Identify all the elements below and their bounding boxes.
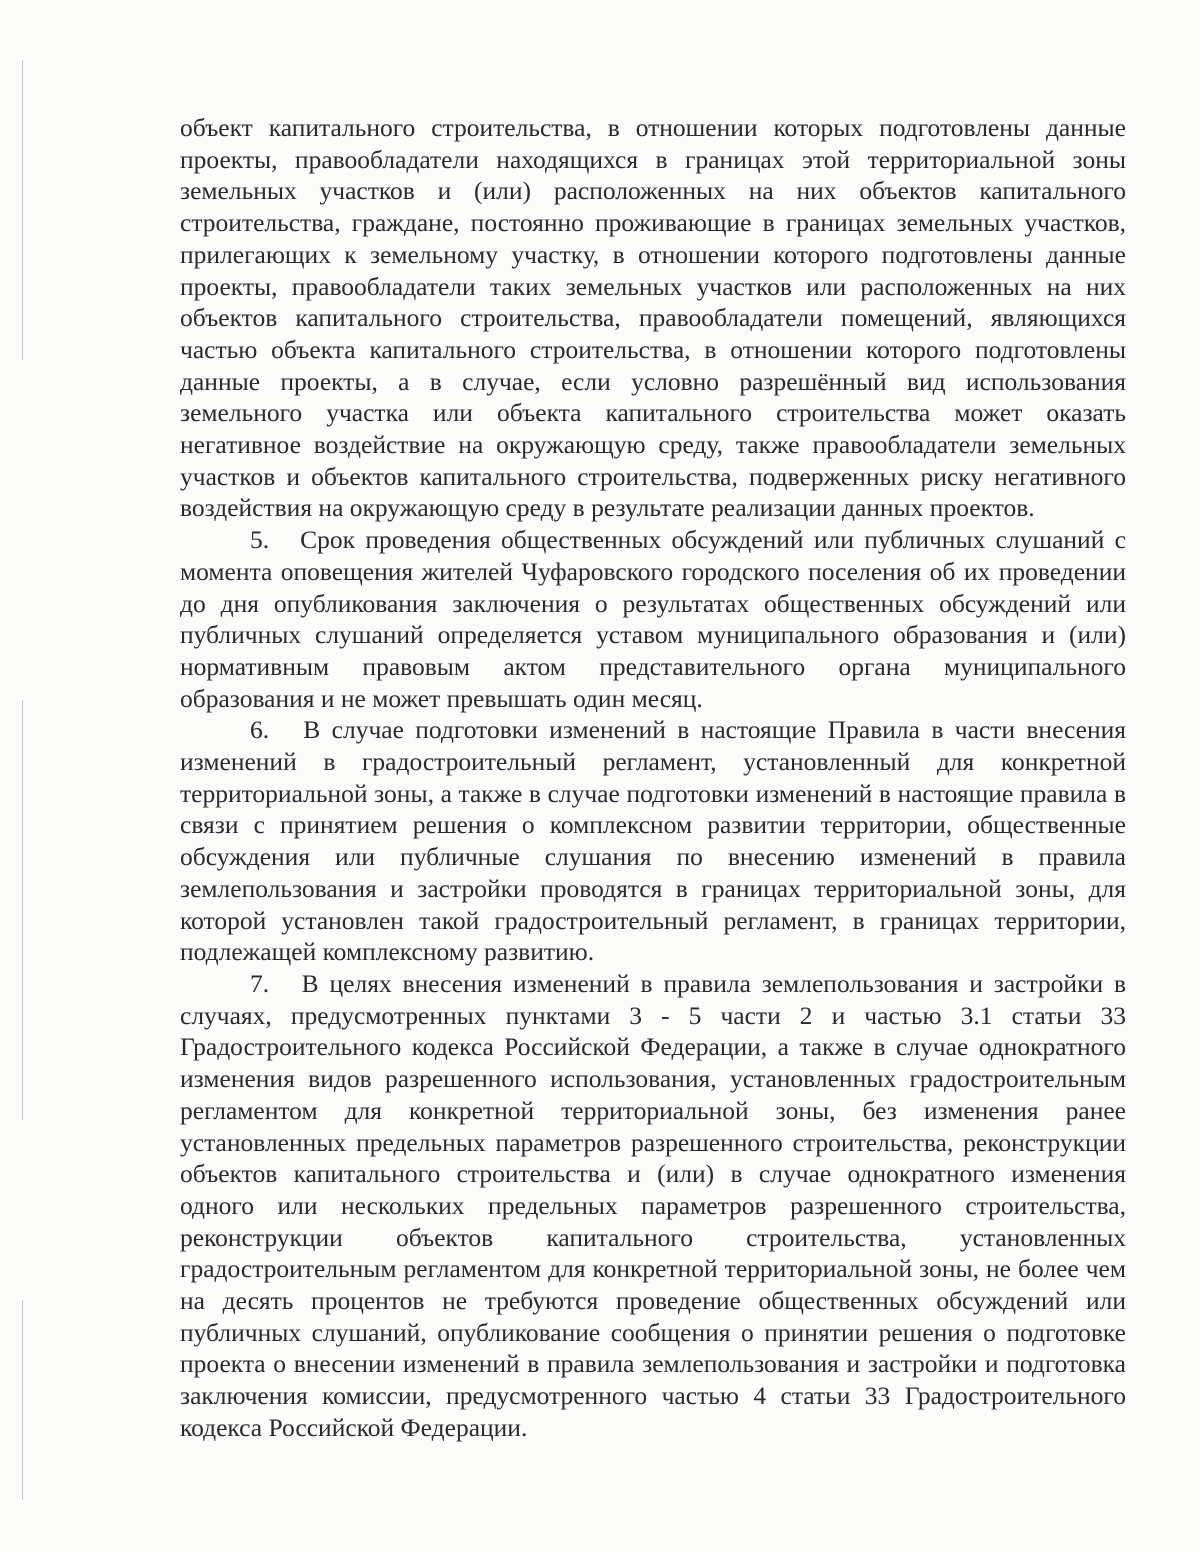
- list-item-5: [180, 524, 1126, 714]
- item-number: 6.: [250, 715, 270, 745]
- item-number: 5.: [250, 525, 270, 555]
- item-number: 7.: [250, 968, 270, 998]
- list-item-6: [180, 714, 1126, 968]
- continuation-paragraph: объект капитального строительства, в отношении которых подготовлены данные проекты, правообладатели находящихся в границах этой территориальной зоны земельных участков и (или) расположенных на них объектов капитального строительства, граждане, постоянно проживающие в границах земельных участков, прилегающих к земельному участку, в отношении которого подготовлены данные проекты, правообладатели таких земельных участков или расположенных на них объектов капитального строительства, правообладатели помещений, являющихся частью объекта капитального строительства, в отношении которого подготовлены данные проекты, а в случае, если условно разрешённый вид использования земельного участка или объекта капитального строительства может оказать негативное воздействие на окружающую среду, также правообладатели земельных участков и объектов капитального строительства, подверженных риску негативного воздействия на окружающую среду в результате реализации данных проектов.: [180, 113, 1126, 523]
- document-body: [180, 112, 1126, 1444]
- item-text: Срок проведения общественных обсуждений или публичных слушаний с момента оповещения жителей Чуфаровского городского поселения об их проведении до дня опубликования заключения о результатах общественных обсуждений или публичных слушаний определяется уставом муниципального образования и (или) нормативным правовым актом представительного органа муниципального образования и не может превышать один месяц.: [180, 525, 1126, 713]
- item-text: В целях внесения изменений в правила землепользования и застройки в случаях, предусмотренных пунктами 3 - 5 части 2 и частью 3.1 статьи 33 Градостроительного кодекса Российской Федерации, а также в случае однократного изменения видов разрешенного использования, установленных градостроительным регламентом для конкретной территориальной зоны, без изменения ранее установленных предельных параметров разрешенного строительства, реконструкции объектов капитального строительства и (или) в случае однократного изменения одного или нескольких предельных параметров разрешенного строительства, реконструкции объектов капитального строительства, установленных градостроительным регламентом для конкретной территориальной зоны, не более чем на десять процентов не требуются проведение общественных обсуждений или публичных слушаний, опубликование сообщения о принятии решения о подготовке проекта о внесении изменений в правила землепользования и застройки и подготовка заключения комиссии, предусмотренного частью 4 статьи 33 Градостроительного кодекса Российской Федерации.: [180, 968, 1127, 1442]
- scan-edge-line: [22, 700, 23, 1120]
- scan-edge-line: [22, 1300, 23, 1500]
- item-text: В случае подготовки изменений в настоящие Правила в части внесения изменений в градостроительный регламент, установленный для конкретной территориальной зоны, а также в случае подготовки изменений в настоящие правила в связи с принятием решения о комплексном развитии территории, общественные обсуждения или публичные слушания по внесению изменений в правила землепользования и застройки проводятся в границах территориальной зоны, для которой установлен такой градостроительный регламент, в границах территории, подлежащей комплексному развитию.: [180, 715, 1127, 967]
- scan-edge-line: [22, 60, 23, 360]
- list-item-7: [180, 968, 1126, 1444]
